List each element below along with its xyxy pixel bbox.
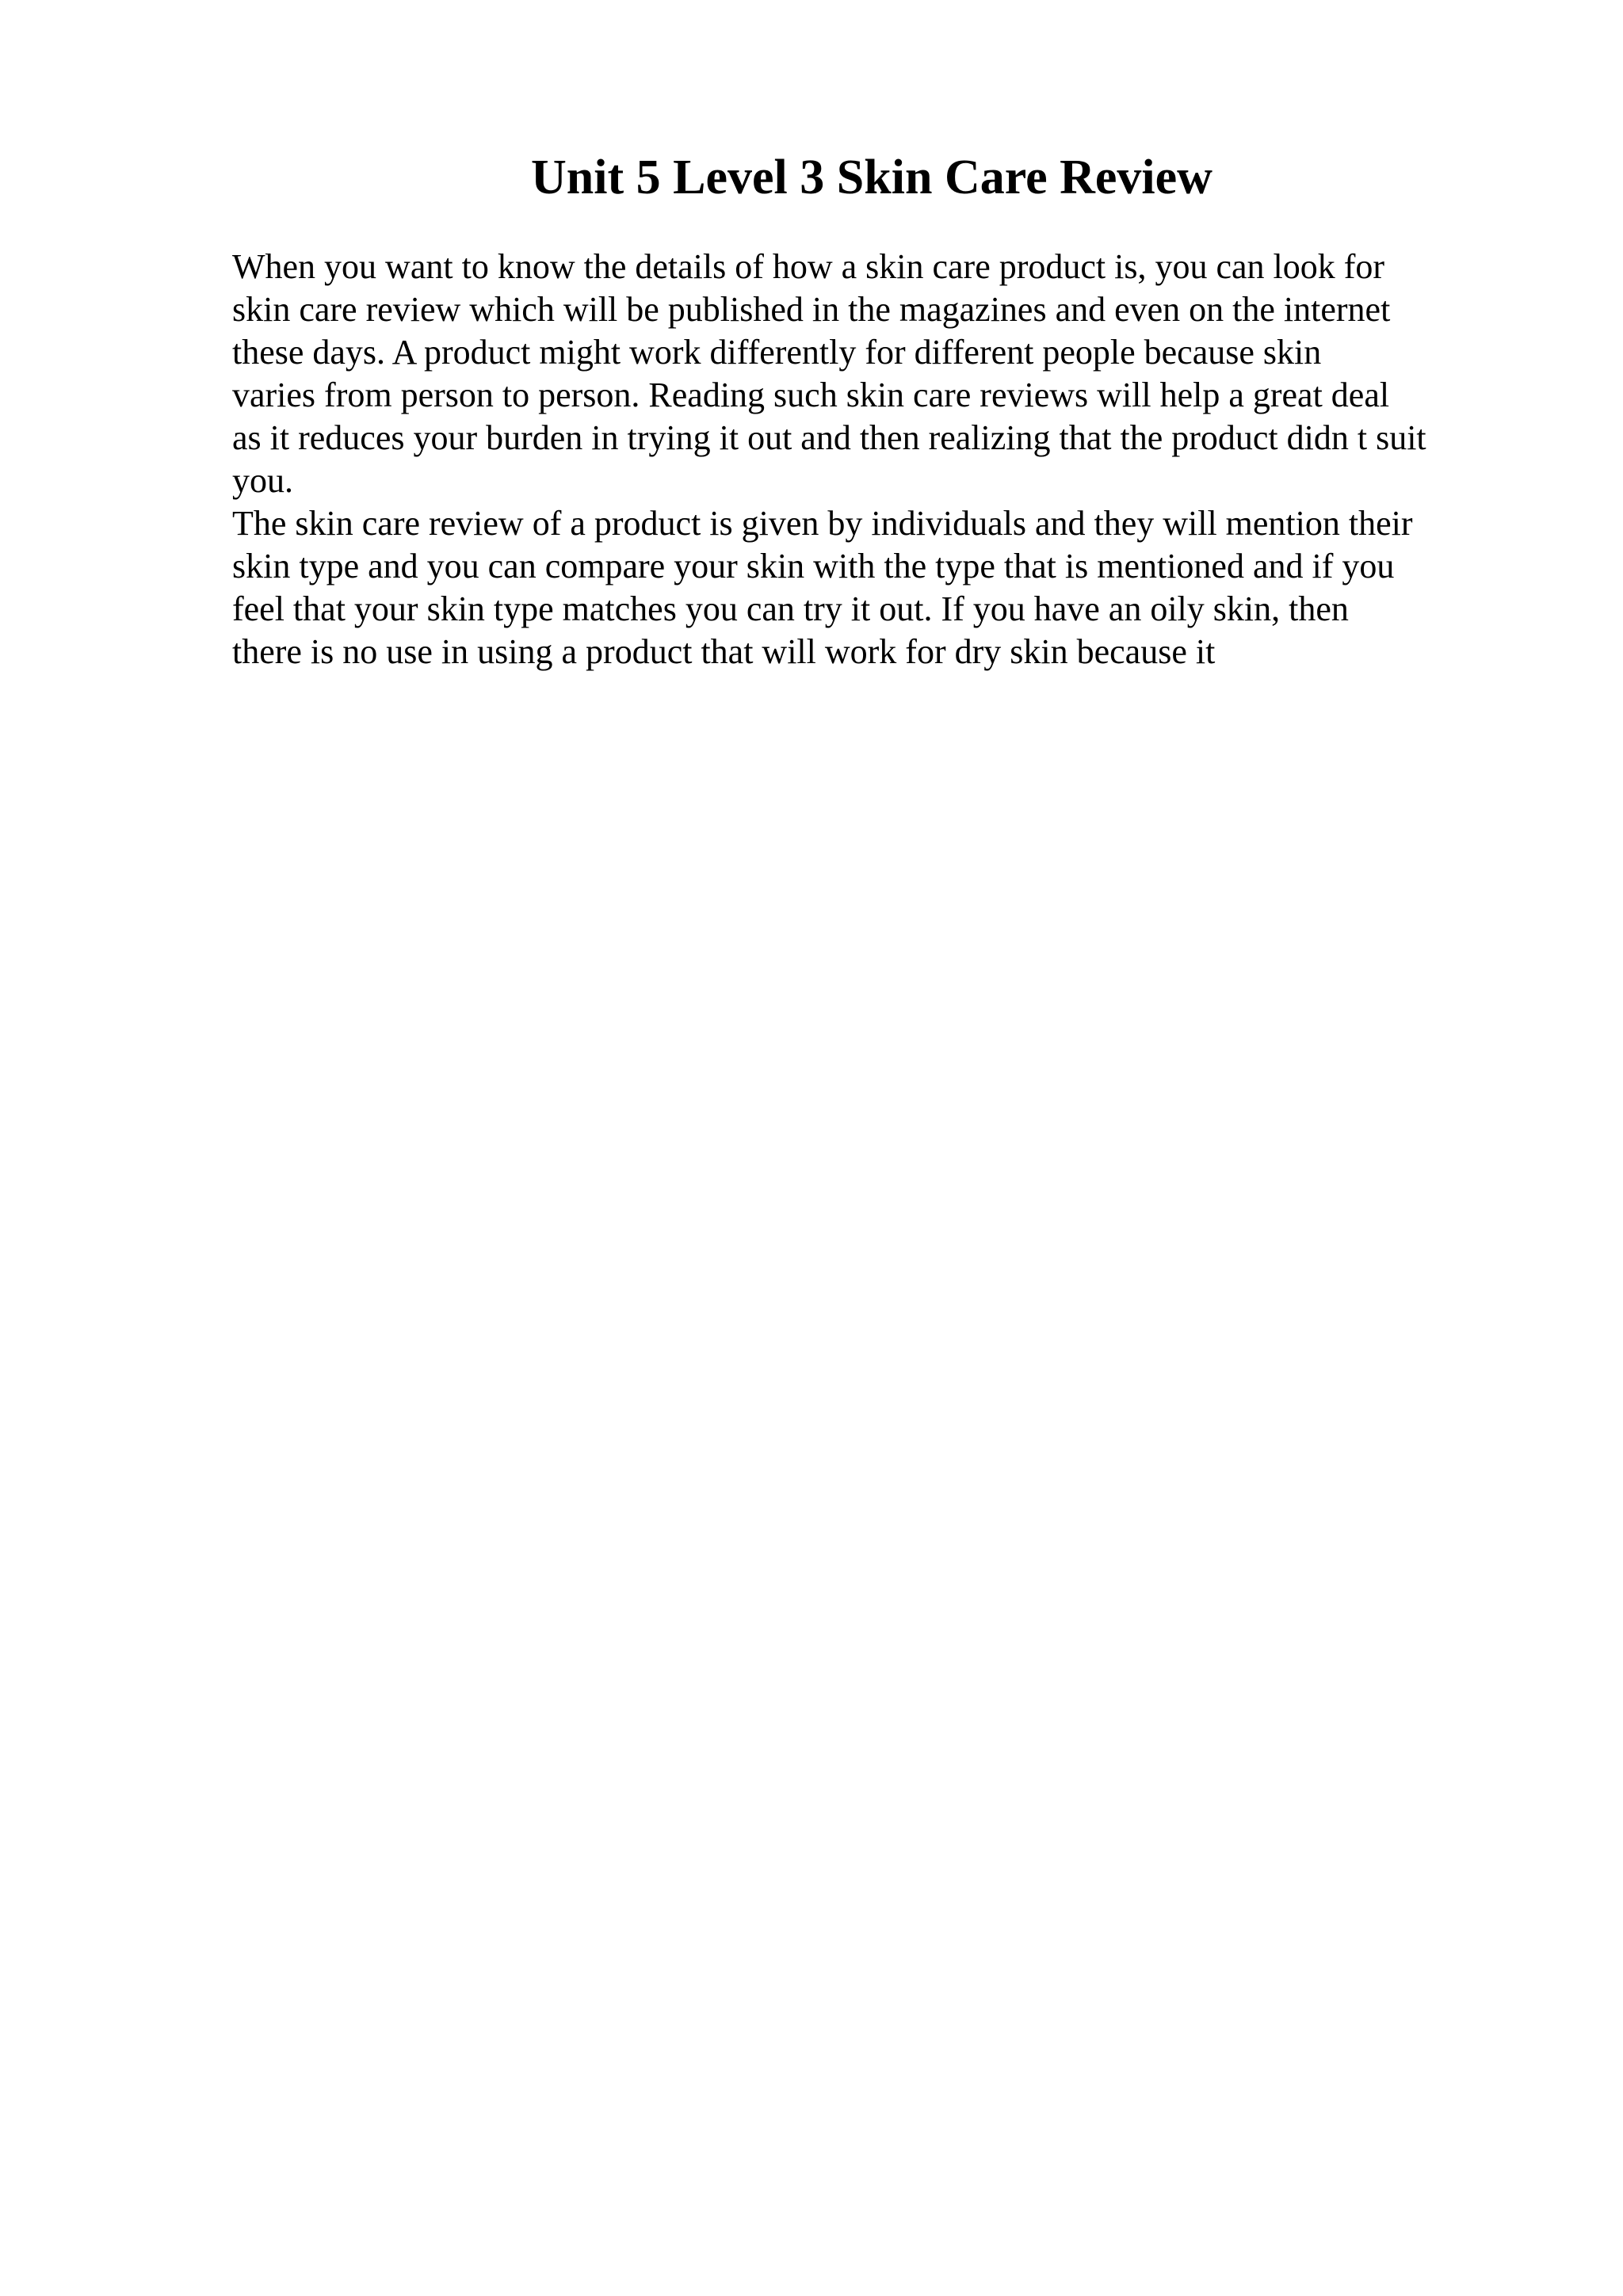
text-line: there is no use in using a product that will work for dry skin because it [232, 632, 1216, 671]
text-line: The skin care review of a product is given by individuals and they will mention their [232, 504, 1413, 543]
text-line: skin care review which will be published in the magazines and even on the internet [232, 290, 1391, 329]
page-title: Unit 5 Level 3 Skin Care Review [531, 151, 1212, 204]
text-line: these days. A product might work differently for different people because skin [232, 333, 1322, 372]
text-line: varies from person to person. Reading such skin care reviews will help a great deal [232, 376, 1390, 414]
body-text [232, 246, 1540, 673]
text-line: you. [232, 461, 293, 500]
text-line: skin type and you can compare your skin with the type that is mentioned and if you [232, 547, 1395, 585]
text-line: When you want to know the details of how a skin care product is, you can look for [232, 247, 1385, 286]
text-line: as it reduces your burden in trying it out and then realizing that the product didn t suit [232, 418, 1426, 457]
text-line: feel that your skin type matches you can try it out. If you have an oily skin, then [232, 589, 1349, 628]
